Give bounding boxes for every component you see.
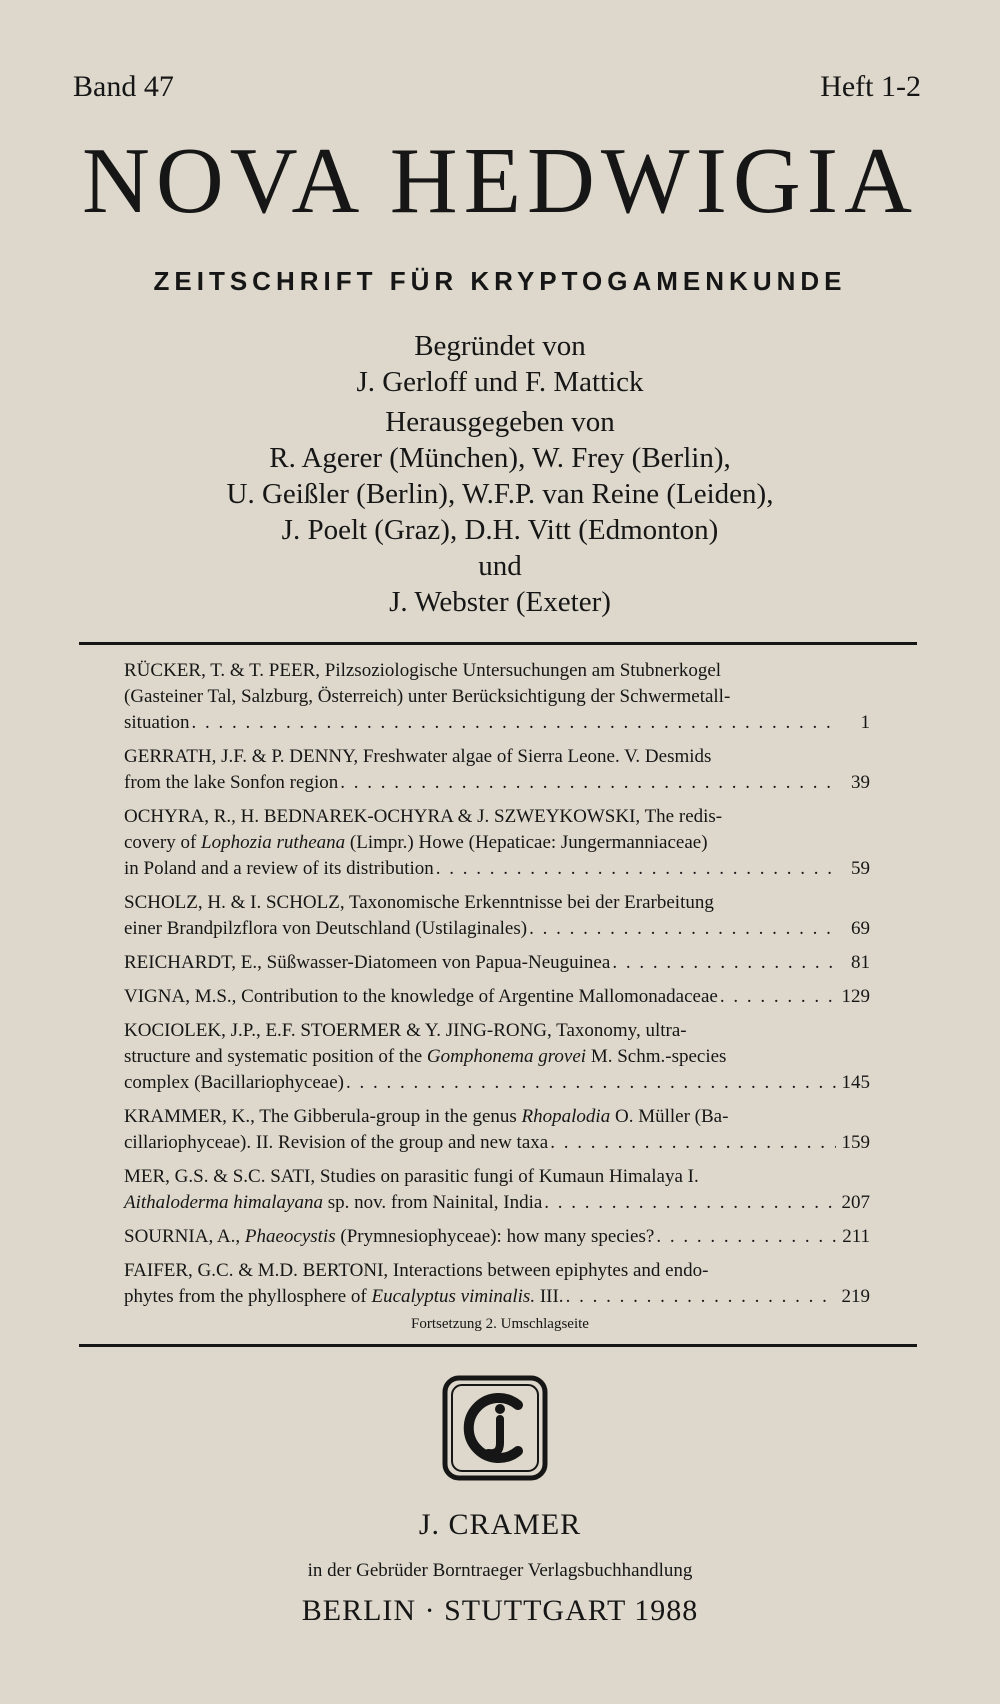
toc-entry-line: covery of Lophozia rutheana (Limpr.) Howe (Hepaticae: Jungermanniaceae) bbox=[124, 832, 708, 853]
editors-label: Herausgegeben von bbox=[385, 406, 615, 438]
editor-line: R. Agerer (München), W. Frey (Berlin), bbox=[269, 442, 731, 474]
editor-line: J. Webster (Exeter) bbox=[389, 586, 611, 618]
toc-entry-line: RÜCKER, T. & T. PEER, Pilzsoziologische Untersuchungen am Stubnerkogel bbox=[124, 660, 722, 681]
toc-entry bbox=[124, 658, 870, 736]
toc-page-number: 69 bbox=[851, 918, 870, 939]
editor-line: J. Poelt (Graz), D.H. Vitt (Edmonton) bbox=[281, 514, 719, 546]
founders: J. Gerloff und F. Mattick bbox=[356, 366, 644, 398]
toc-entry bbox=[124, 744, 870, 796]
toc-entry-line: from the lake Sonfon region bbox=[124, 772, 339, 793]
toc-page-number: 129 bbox=[841, 986, 870, 1007]
species-name: Eucalyptus viminalis. bbox=[371, 1286, 536, 1307]
genus-name: Phaeocystis bbox=[244, 1226, 336, 1247]
journal-subtitle: ZEITSCHRIFT FÜR KRYPTOGAMENKUNDE bbox=[153, 266, 847, 296]
toc-page-number: 207 bbox=[841, 1192, 870, 1213]
volume-number: Band 47 bbox=[73, 70, 174, 103]
toc-entry-line: REICHARDT, E., Süßwasser-Diatomeen von Papua-Neuguinea bbox=[124, 952, 611, 973]
toc-page-number: 1 bbox=[860, 712, 870, 733]
bottom-divider bbox=[79, 1344, 917, 1347]
species-name: Lophozia rutheana bbox=[201, 832, 346, 853]
toc-entry bbox=[124, 1258, 870, 1310]
toc-entry-line: GERRATH, J.F. & P. DENNY, Freshwater algae of Sierra Leone. V. Desmids bbox=[124, 746, 712, 767]
toc-page-number: 159 bbox=[841, 1132, 870, 1153]
toc-page-number: 145 bbox=[841, 1072, 870, 1093]
species-name: Aithaloderma himalayana bbox=[124, 1192, 323, 1213]
toc-entry-line: SCHOLZ, H. & I. SCHOLZ, Taxonomische Erkenntnisse bei der Erarbeitung bbox=[124, 892, 714, 913]
toc-entry bbox=[124, 890, 870, 942]
issue-number: Heft 1-2 bbox=[820, 70, 921, 103]
founded-label: Begründet von bbox=[414, 330, 586, 362]
toc-entry-line: Aithaloderma himalayana sp. nov. from Nainital, India bbox=[124, 1192, 543, 1213]
toc-page-number: 39 bbox=[851, 772, 870, 793]
toc-entry-line: einer Brandpilzflora von Deutschland (Ustilaginales) bbox=[124, 918, 528, 939]
toc-page-number: 81 bbox=[851, 952, 870, 973]
toc-entry-line: FAIFER, G.C. & M.D. BERTONI, Interactions between epiphytes and endo- bbox=[124, 1260, 709, 1281]
toc-entry bbox=[124, 1104, 870, 1156]
editorial-board bbox=[0, 328, 1000, 620]
toc-entry-line: OCHYRA, R., H. BEDNAREK-OCHYRA & J. SZWEYKOWSKI, The redis- bbox=[124, 806, 723, 827]
toc-entry bbox=[124, 950, 870, 976]
publisher-imprint: in der Gebrüder Borntraeger Verlagsbuchhandlung bbox=[307, 1560, 693, 1581]
toc-page-number: 219 bbox=[841, 1286, 870, 1307]
toc-entry-line: SOURNIA, A., Phaeocystis (Prymnesiophyceae): how many species? bbox=[124, 1226, 655, 1247]
continuation-note: Fortsetzung 2. Umschlagseite bbox=[411, 1316, 589, 1332]
species-name: Gomphonema grovei bbox=[426, 1046, 587, 1067]
journal-title: NOVA HEDWIGIA bbox=[81, 129, 918, 233]
top-divider bbox=[79, 642, 917, 645]
publisher-logo-icon bbox=[442, 1375, 548, 1481]
genus-name: Rhopalodia bbox=[521, 1106, 611, 1127]
toc-entry-line: complex (Bacillariophyceae) bbox=[124, 1072, 344, 1093]
toc-entry bbox=[124, 1018, 870, 1096]
toc-entry-line: situation bbox=[124, 712, 190, 733]
toc-entry bbox=[124, 984, 870, 1010]
toc-entry-line: structure and systematic position of the Gomphonema grovei M. Schm.-species bbox=[124, 1046, 727, 1067]
toc-entry-line: VIGNA, M.S., Contribution to the knowledge of Argentine Mallomonadaceae bbox=[124, 986, 718, 1007]
toc-entry-line: in Poland and a review of its distribution bbox=[124, 858, 434, 879]
publisher-name: J. CRAMER bbox=[418, 1508, 582, 1541]
toc-entry bbox=[124, 804, 870, 882]
toc-entry bbox=[124, 1224, 870, 1250]
toc-entry-line: phytes from the phyllosphere of Eucalyptus viminalis. III. bbox=[124, 1286, 564, 1307]
toc-entry-line: (Gasteiner Tal, Salzburg, Österreich) unter Berücksichtigung der Schwermetall- bbox=[124, 686, 731, 707]
table-of-contents bbox=[124, 658, 870, 1318]
place-and-year: BERLIN · STUTTGART 1988 bbox=[301, 1594, 699, 1627]
toc-entry-line: MER, G.S. & S.C. SATI, Studies on parasitic fungi of Kumaun Himalaya I. bbox=[124, 1166, 699, 1187]
editor-line: U. Geißler (Berlin), W.F.P. van Reine (Leiden), bbox=[226, 478, 774, 510]
toc-entry-line: KOCIOLEK, J.P., E.F. STOERMER & Y. JING-RONG, Taxonomy, ultra- bbox=[124, 1020, 687, 1041]
toc-entry-line: KRAMMER, K., The Gibberula-group in the genus Rhopalodia O. Müller (Ba- bbox=[124, 1106, 729, 1127]
toc-entry-line: cillariophyceae). II. Revision of the group and new taxa bbox=[124, 1132, 549, 1153]
toc-page-number: 59 bbox=[851, 858, 870, 879]
toc-entry bbox=[124, 1164, 870, 1216]
toc-page-number: 211 bbox=[842, 1226, 870, 1247]
editor-line: und bbox=[478, 550, 522, 582]
